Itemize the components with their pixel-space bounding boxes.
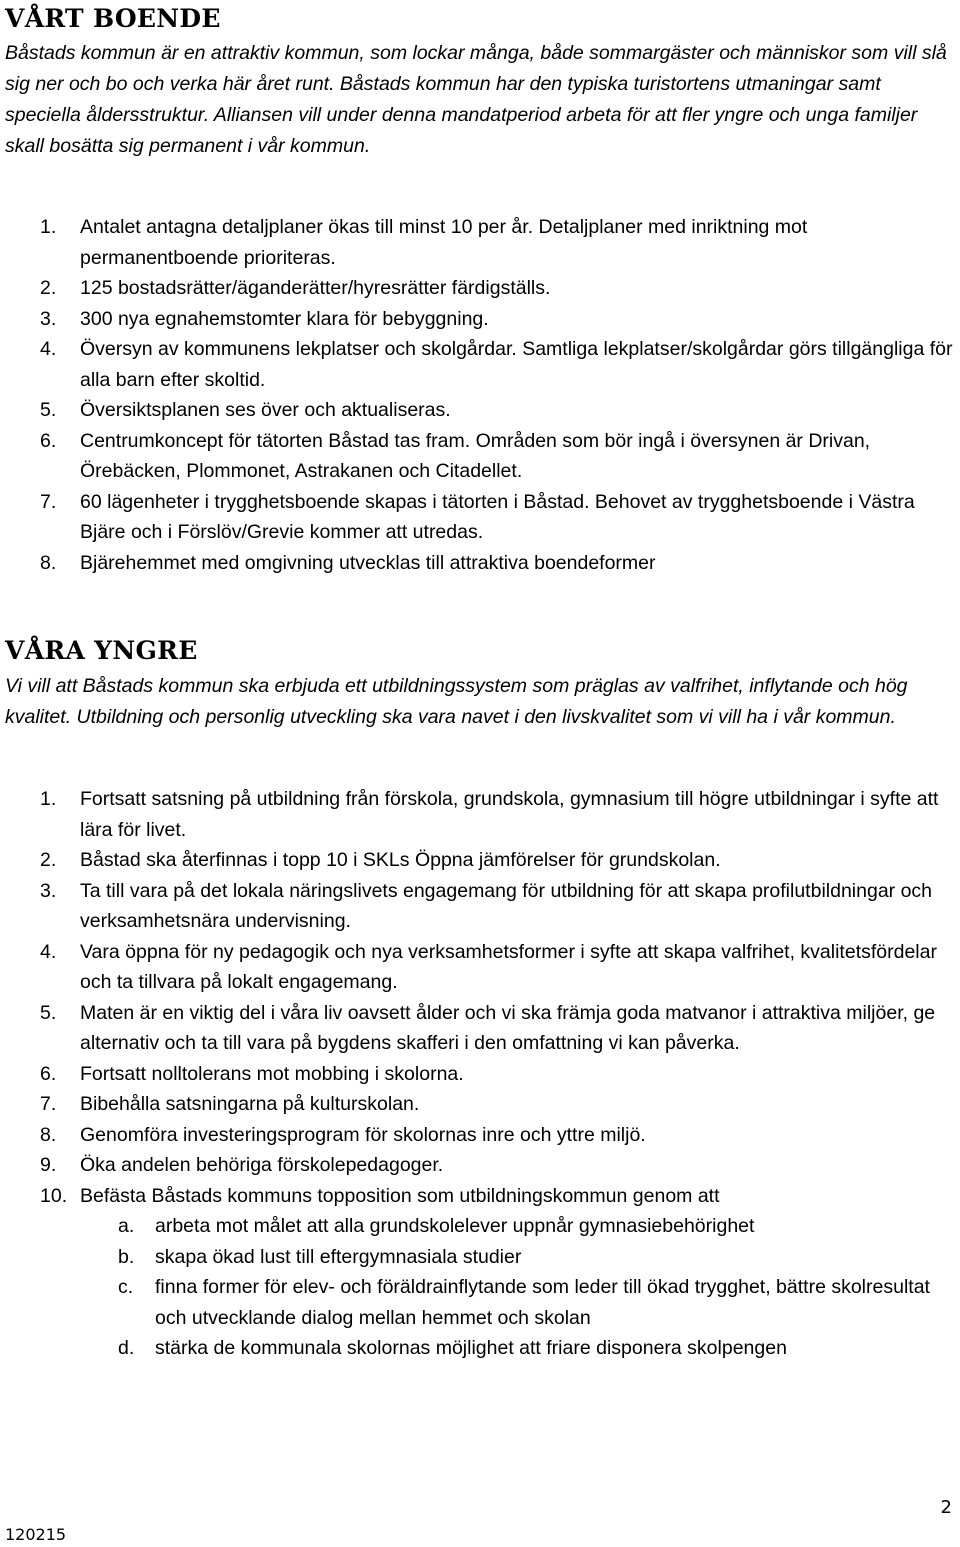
sub-list-item: a. arbeta mot målet att alla grundskolelever uppnår gymnasiebehörighet: [118, 1215, 755, 1237]
sub-list: [80, 1211, 956, 1364]
list-yngre: [0, 784, 960, 1364]
section-intro-yngre: Vi vill att Båstads kommun ska erbjuda ett utbildningssystem som präglas av valfrihet, inflytande och hög kvalitet. Utbildning och personlig utveckling ska vara navet i den livskvalitet som vi vill ha i vår kommun.: [5, 675, 908, 728]
page-number: 2: [940, 1497, 952, 1518]
section-heading-yngre: VÅRA YNGRE: [5, 636, 198, 665]
sub-list-item: c. finna former för elev- och föräldrainflytande som leder till ökad trygghet, bättre skolresultat och utvecklande dialog mellan hemmet och skolan: [118, 1276, 930, 1329]
list-item: 6. Centrumkoncept för tätorten Båstad tas fram. Områden som bör ingå i översynen är Drivan, Örebäcken, Plommonet, Astrakanen och Citadellet.: [40, 429, 871, 482]
sub-list-item: b. skapa ökad lust till eftergymnasiala studier: [118, 1245, 522, 1268]
list-item: 4. Översyn av kommunens lekplatser och skolgårdar. Samtliga lekplatser/skolgårdar görs tillgängliga för alla barn efter skoltid.: [40, 338, 953, 391]
list-item: 3. Ta till vara på det lokala näringslivets engagemang för utbildning för att skapa profilutbildningar och verksamhetsnära undervisning.: [40, 879, 933, 932]
list-boende: [0, 212, 960, 578]
list-item: 2. 125 bostadsrätter/äganderätter/hyresrätter färdigställs.: [40, 277, 551, 299]
list-item: 10. Befästa Båstads kommuns topposition som utbildningskommun genom att a. arbeta mot målet att alla grundskolelever uppnår gymnasiebehörighet b. skapa ökad lust till eftergymnasiala studier c. finna former för elev- och föräldrainflytande som leder till ökad trygghet, bättre skolresultat och utvecklande dialog mellan hemmet och skolan d. stärka de kommunala skolornas möjlighet att friare disponera skolpengen: [0, 1181, 960, 1364]
list-item: 7. 60 lägenheter i trygghetsboende skapas i tätorten i Båstad. Behovet av trygghetsboende i Västra Bjäre och i Förslöv/Grevie kommer att utredas.: [40, 490, 915, 543]
list-item: 4. Vara öppna för ny pedagogik och nya verksamhetsformer i syfte att skapa valfrihet, kvalitetsfördelar och ta tillvara på lokalt engagemang.: [40, 940, 937, 993]
sub-list-item: d. stärka de kommunala skolornas möjlighet att friare disponera skolpengen: [118, 1337, 787, 1359]
list-item: 8. Genomföra investeringsprogram för skolornas inre och yttre miljö.: [40, 1123, 646, 1146]
list-item: 3. 300 nya egnahemstomter klara för bebyggning.: [40, 307, 489, 330]
footer-date: 120215: [5, 1525, 67, 1544]
list-item: 5. Maten är en viktig del i våra liv oavsett ålder och vi ska främja goda matvanor i attraktiva miljöer, ge alternativ och ta till vara på bygdens skafferi i den omfattning vi kan påverka.: [40, 1001, 936, 1054]
list-item: 1. Fortsatt satsning på utbildning från förskola, grundskola, gymnasium till högre utbildningar i syfte att lära för livet.: [40, 788, 939, 841]
list-item: 9. Öka andelen behöriga förskolepedagoger.: [40, 1154, 444, 1176]
list-item: 7. Bibehålla satsningarna på kulturskolan.: [40, 1093, 420, 1115]
list-item: 5. Översiktsplanen ses över och aktualiseras.: [40, 399, 451, 421]
list-item: 6. Fortsatt nolltolerans mot mobbing i skolorna.: [40, 1062, 464, 1085]
section-intro-boende: Båstads kommun är en attraktiv kommun, som lockar många, både sommargäster och människor som vill slå sig ner och bo och verka här året runt. Båstads kommun har den typiska turistortens utmaningar samt speciella åldersstruktur. Alliansen vill under denna mandatperiod arbeta för att fler yngre och unga familjer skall bosätta sig permanent i vår kommun.: [5, 42, 947, 157]
list-item: 8. Bjärehemmet med omgivning utvecklas till attraktiva boendeformer: [40, 551, 656, 574]
list-item: 2. Båstad ska återfinnas i topp 10 i SKLs Öppna jämförelser för grundskolan.: [40, 849, 721, 871]
section-heading-boende: VÅRT BOENDE: [5, 4, 221, 33]
list-item: 1. Antalet antagna detaljplaner ökas till minst 10 per år. Detaljplaner med inriktning mot permanentboende prioriteras.: [40, 216, 808, 269]
